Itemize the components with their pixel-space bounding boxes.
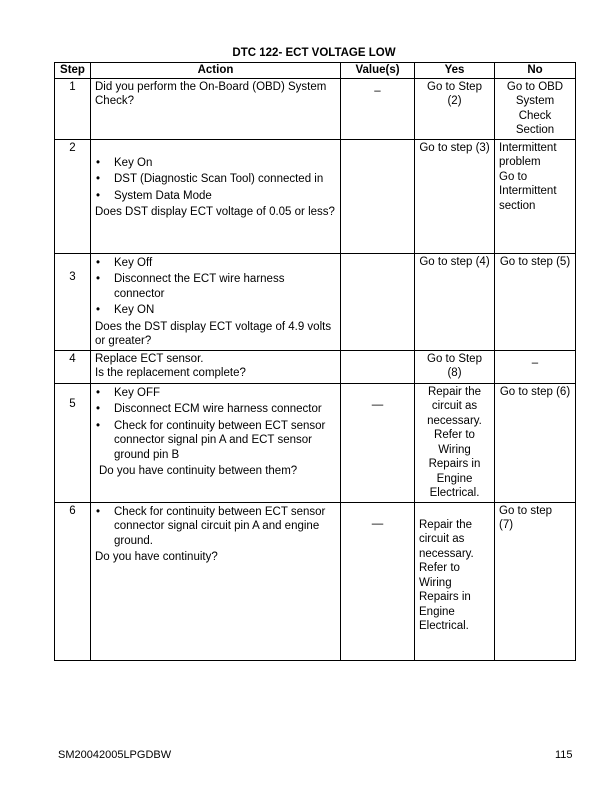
action-cell — [91, 78, 341, 139]
header-yes: Yes — [415, 63, 495, 79]
action-text: Did you perform the On-Board (OBD) System Check? — [95, 80, 327, 107]
action-cell — [91, 383, 341, 502]
header-step: Step — [55, 63, 91, 79]
action-cell — [91, 502, 341, 660]
yes-text: Repair the circuit as necessary. Refer to Wiring Repairs in Engine Electrical. — [419, 518, 474, 632]
table-row — [55, 139, 576, 253]
action-question: Do you have continuity? — [95, 551, 218, 563]
value-cell — [341, 78, 415, 139]
bullet-item: • Check for continuity between ECT sensor connector signal pin A and ECT sensor ground pin B — [95, 419, 336, 463]
step-number: 1 — [55, 78, 91, 139]
action-cell — [91, 350, 341, 383]
bullet-item: • Key Off — [95, 256, 336, 271]
table-row — [55, 502, 576, 660]
yes-cell — [415, 502, 495, 660]
yes-cell: Go to step (3) — [415, 139, 495, 253]
action-cell — [91, 253, 341, 350]
no-cell — [495, 139, 576, 253]
value-cell — [341, 502, 415, 660]
step-number: 6 — [55, 502, 91, 660]
action-question: Does the DST display ECT voltage of 4.9 volts or greater? — [95, 320, 332, 347]
value-cell — [341, 350, 415, 383]
action-bullets — [95, 156, 336, 204]
header-action: Action — [91, 63, 341, 79]
bullet-item: • Key OFF — [95, 386, 336, 401]
bullet-item: • Check for continuity between ECT sensor connector signal circuit pin A and engine ground. — [95, 505, 336, 549]
footer-page-number: 115 — [555, 749, 573, 761]
step-number: 2 — [55, 139, 91, 253]
step-number-text: 3 — [69, 270, 76, 283]
value-cell — [341, 383, 415, 502]
bullet-item: • Key On — [95, 156, 336, 171]
no-text: Go to step (7) — [499, 504, 553, 531]
footer-doc-id: SM20042005LPGDBW — [58, 749, 172, 761]
bullet-item: • Disconnect ECM wire harness connector — [95, 402, 336, 417]
action-question: Do you have continuity between them? — [99, 465, 298, 477]
no-line: Go to Intermittent section — [499, 170, 557, 212]
step-number-text: 5 — [69, 397, 76, 410]
no-cell — [495, 502, 576, 660]
yes-cell: Go to step (4) — [415, 253, 495, 350]
action-question: Does DST display ECT voltage of 0.05 or less? — [95, 206, 335, 218]
table-row — [55, 253, 576, 350]
value-cell — [341, 253, 415, 350]
table-header-row — [55, 63, 576, 79]
action-line: Replace ECT sensor. — [95, 352, 204, 365]
no-cell — [495, 350, 576, 383]
table-row — [55, 383, 576, 502]
header-no: No — [495, 63, 576, 79]
value-dash: — — [371, 398, 384, 411]
step-number — [55, 253, 91, 350]
action-bullets — [95, 386, 336, 463]
action-bullets — [95, 256, 336, 318]
yes-cell: Go to Step (8) — [415, 350, 495, 383]
diagnostic-table — [54, 62, 576, 661]
step-number — [55, 383, 91, 502]
bullet-item: • Disconnect the ECT wire harness connector — [95, 272, 336, 301]
no-dash: – — [531, 356, 539, 369]
bullet-item: • DST (Diagnostic Scan Tool) connected in — [95, 172, 336, 187]
step-number: 4 — [55, 350, 91, 383]
no-line: Intermittent problem — [499, 141, 557, 168]
action-bullets — [95, 505, 336, 549]
value-cell — [341, 139, 415, 253]
bullet-item: • System Data Mode — [95, 189, 336, 204]
action-line: Is the replacement complete? — [95, 367, 246, 379]
no-cell: Go to OBD System Check Section — [495, 78, 576, 139]
action-cell — [91, 139, 341, 253]
table-row — [55, 78, 576, 139]
yes-cell: Repair the circuit as necessary. Refer to Wiring Repairs in Engine Electrical. — [415, 383, 495, 502]
value-dash: — — [371, 517, 384, 530]
value-dash: – — [374, 84, 381, 97]
bullet-item: • Key ON — [95, 303, 336, 318]
page-title: DTC 122- ECT VOLTAGE LOW — [232, 47, 396, 59]
no-cell: Go to step (5) — [495, 253, 576, 350]
no-cell: Go to step (6) — [495, 383, 576, 502]
header-value: Value(s) — [341, 63, 415, 79]
table-row — [55, 350, 576, 383]
yes-cell: Go to Step (2) — [415, 78, 495, 139]
